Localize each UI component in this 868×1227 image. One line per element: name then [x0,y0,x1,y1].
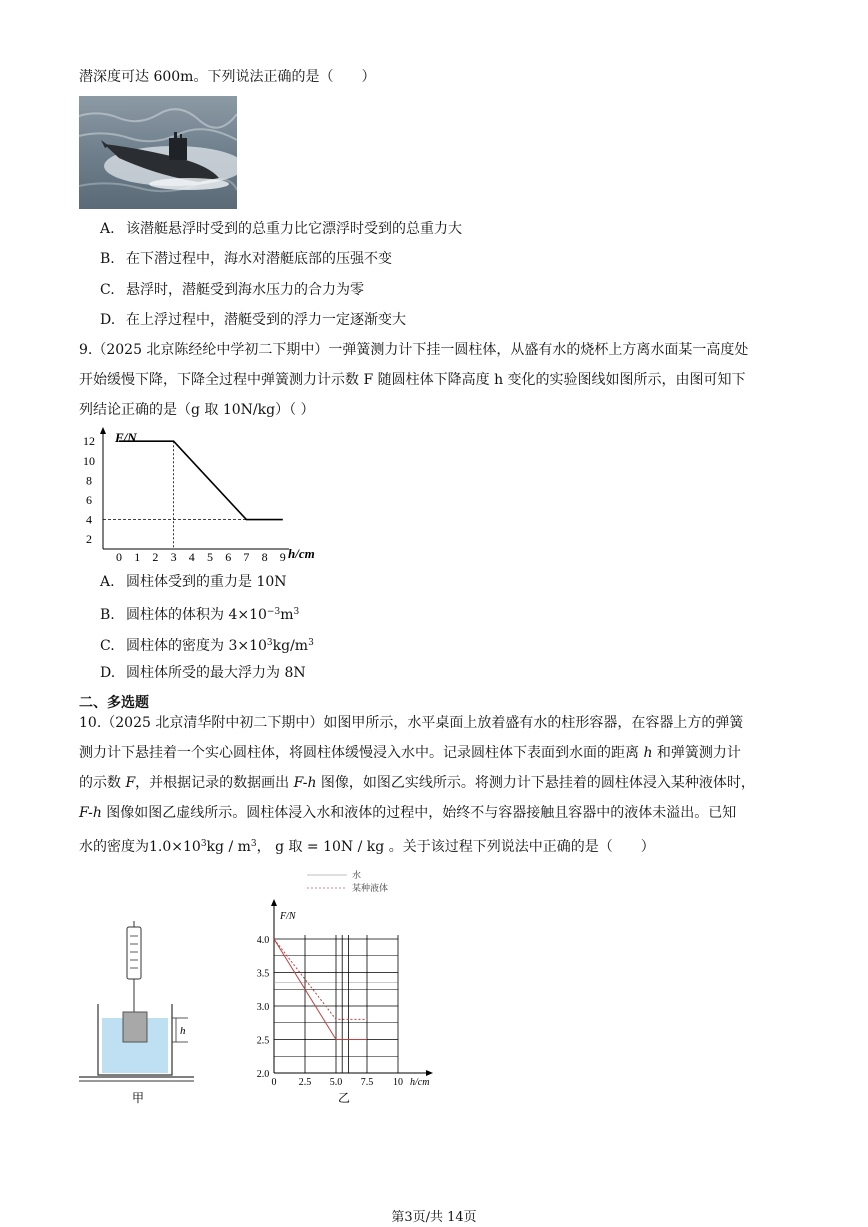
q9-x-tick: 1 [134,550,141,564]
cylinder [123,1012,147,1042]
q10-y-arrow-icon [271,899,277,906]
q9-chart [79,425,339,565]
q9-stem-line2: 开始缓慢下降，下降全过程中弹簧测力计示数 F 随圆柱体下降高度 h 变化的实验图线如图所示，由图可知下 [79,372,746,388]
q9-y-arrow-icon [100,427,106,434]
q9-option-c: C. 圆柱体的密度为 $3\times 10^3kg/m^3$ [100,638,314,654]
h-label: h [180,1025,186,1037]
q9-y-tick: 8 [86,473,92,488]
figure-caption-jia: 甲 [132,1091,145,1105]
q10-x-tick: 5.0 [329,1077,343,1088]
q10-xlabel: h/cm [410,1077,430,1088]
q9-x-tick: 8 [261,550,268,564]
q10-y-tick: 2.5 [256,1035,270,1047]
q10-y-tick: 3.5 [256,968,270,980]
q10-chart-svg [252,865,452,1110]
q9-stem-line3: 列结论正确的是（g 取 10N/kg）（ ） [79,402,315,418]
q9-x-tick: 2 [152,550,159,564]
q9-x-tick: 6 [225,550,232,564]
q10-stem-line4: F-h 图像如图乙虚线所示。圆柱体浸入水和液体的过程中，始终不与容器接触且容器中的液体未溢出。已知 [79,805,737,821]
q10-figure-jia [76,920,198,1110]
q8-option-d: D. 在上浮过程中，潜艇受到的浮力一定逐渐变大 [100,312,406,328]
q9-y-tick: 6 [86,493,92,507]
q9-xlabel: h/cm [288,546,315,561]
q10-y-tick: 3.0 [256,1002,270,1013]
q10-stem-line1: 10.（2025 北京清华附中初二下期中）如图甲所示，水平桌面上放着盛有水的柱形容器，在容器上方的弹簧 [79,715,744,731]
q9-x-tick: 5 [207,550,213,564]
q10-x-tick: 7.5 [360,1077,374,1088]
q9-x-tick: 0 [116,550,122,564]
q10-x-arrow-icon [426,1070,433,1076]
q9-series-line [119,441,283,519]
figure-caption-yi: 乙 [338,1091,351,1105]
question-8-tail: 潜深度可达 600m。下列说法正确的是（ ） [79,69,376,85]
q9-y-tick: 12 [83,434,95,449]
q9-x-tick: 4 [188,550,195,564]
q9-ylabel: F/N [115,430,137,445]
section-title: 二、多选题 [79,695,149,711]
q10-y-tick: 4.0 [256,935,270,946]
q10-y-tick: 2.0 [256,1069,270,1080]
q8-option-a: A. 该潜艇悬浮时受到的总重力比它漂浮时受到的总重力大 [100,221,462,237]
q10-stem-line5: 水的密度为$1.0\times 10^3kg / m^3$， g 取 = 10N / kg 。关于该过程下列说法中正确的是（ ） [79,839,655,855]
q9-option-d: D. 圆柱体所受的最大浮力为 8N [100,665,306,681]
q9-option-a: A. 圆柱体受到的重力是 10N [100,574,287,590]
legend-water-label: 水 [352,870,362,880]
q10-figure-yi [252,865,452,1110]
q8-option-b: B. 在下潜过程中，海水对潜艇底部的压强不变 [100,251,392,267]
page-footer: 第3页/共 14页 [391,1210,477,1225]
q10-ylabel: F/N [280,911,296,922]
q9-stem-line1: 9.（2025 北京陈经纶中学初二下期中）一弹簧测力计下挂一圆柱体，从盛有水的烧杯上方离水面某一高度处 [79,342,749,358]
q9-y-tick: 4 [86,512,92,527]
spring-scale-setup-svg [76,920,198,1110]
q9-y-tick: 10 [83,453,95,468]
q9-x-tick: 3 [170,550,177,564]
q9-x-tick: 9 [279,550,286,564]
q10-x-tick: 10 [393,1077,403,1088]
submarine-photo-svg [79,96,237,209]
q10-stem-line2: 测力计下悬挂着一个实心圆柱体，将圆柱体缓慢浸入水中。记录圆柱体下表面到水面的距离 h 和弹簧测力计 [79,745,741,761]
legend-liquid-label: 某种液体 [352,883,389,893]
q9-x-tick: 7 [243,550,250,564]
q8-option-c: C. 悬浮时，潜艇受到海水压力的合力为零 [100,282,364,298]
q10-stem-line3: 的示数 F，并根据记录的数据画出 F-h 图像，如图乙实线所示。将测力计下悬挂着的圆柱体浸入某种液体时， [79,775,755,791]
q9-option-b: B. 圆柱体的体积为 $4\times 10^{-3}m^3$ [100,607,300,623]
spring-scale-icon [127,927,141,979]
q9-y-tick: 2 [86,532,92,547]
q9-chart-svg [79,425,339,565]
q10-series-liquid [274,939,367,1019]
submarine-photo [79,96,237,209]
q10-x-tick: 2.5 [298,1077,312,1088]
q10-x-tick: 0 [271,1077,277,1088]
